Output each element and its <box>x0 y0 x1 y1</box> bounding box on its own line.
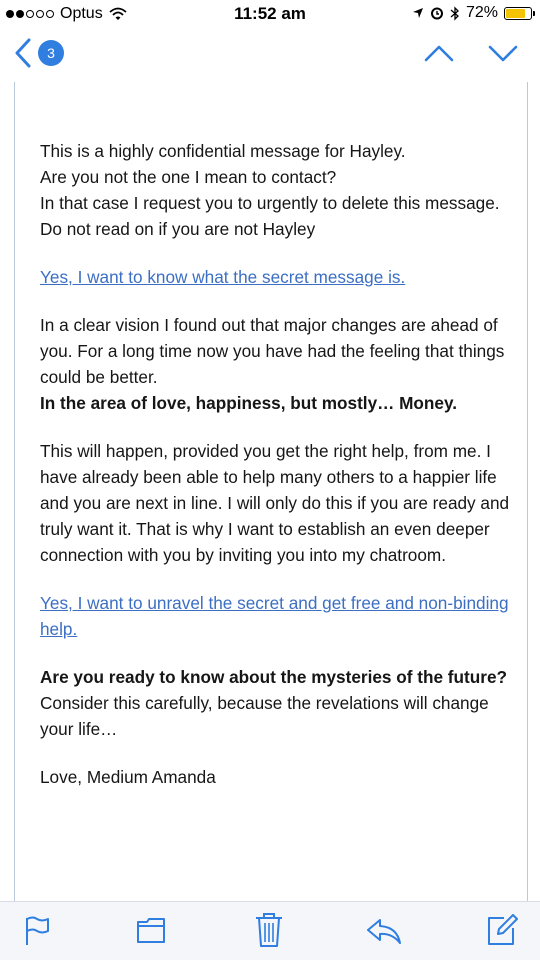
unread-count-badge: 3 <box>38 40 64 66</box>
intro-paragraph <box>40 138 510 242</box>
mail-toolbar <box>0 901 540 960</box>
status-bar <box>0 0 540 30</box>
vision-paragraph <box>40 312 510 416</box>
battery-icon <box>504 7 532 20</box>
alarm-clock-icon <box>430 6 444 20</box>
vision-text: In a clear vision I found out that major changes are ahead of you. For a long time now you have had the feeling that things could be better. <box>40 315 505 387</box>
bluetooth-icon <box>450 6 460 21</box>
message-navigation <box>424 42 518 64</box>
text-line: Are you not the one I mean to contact? <box>40 167 337 187</box>
text-line: This is a highly confidential message for Hayley. <box>40 141 406 161</box>
previous-message-button[interactable] <box>424 42 454 64</box>
trash-icon[interactable] <box>254 912 284 948</box>
secret-message-link[interactable]: Yes, I want to know what the secret message is. <box>40 267 406 287</box>
unravel-secret-link[interactable]: Yes, I want to unravel the secret and get free and non-binding help. <box>40 593 509 639</box>
battery-percent: 72% <box>465 4 498 21</box>
folder-icon[interactable] <box>136 916 166 944</box>
text-line: In that case I request you to urgently to delete this message. <box>40 193 500 213</box>
reply-icon[interactable] <box>366 916 402 946</box>
status-right <box>412 4 532 22</box>
text-line: Do not read on if you are not Hayley <box>40 219 316 239</box>
help-paragraph: This will happen, provided you get the right help, from me. I have already been able to help many others to a happier life and you are next in line. I will only do this if you are ready and truly want it. That is why I want to establish an even deeper connection with you by inviting you into my chatroom. <box>40 441 510 565</box>
signature: Love, Medium Amanda <box>40 767 216 787</box>
mail-nav-bar <box>0 30 540 82</box>
mysteries-text: Consider this carefully, because the revelations will change your life… <box>40 693 489 739</box>
location-arrow-icon <box>412 7 424 19</box>
status-time: 11:52 am <box>234 4 306 23</box>
carrier-name: Optus <box>60 5 103 22</box>
next-message-button[interactable] <box>488 42 518 64</box>
flag-icon[interactable] <box>24 916 50 946</box>
chevron-left-icon <box>14 38 32 68</box>
vision-bold-text: In the area of love, happiness, but mostly… Money. <box>40 393 458 413</box>
mysteries-bold-text: Are you ready to know about the mysteries of the future? <box>40 667 507 687</box>
back-button[interactable] <box>14 38 64 68</box>
mysteries-paragraph <box>40 664 510 742</box>
message-body <box>40 138 510 812</box>
compose-icon[interactable] <box>486 914 518 946</box>
